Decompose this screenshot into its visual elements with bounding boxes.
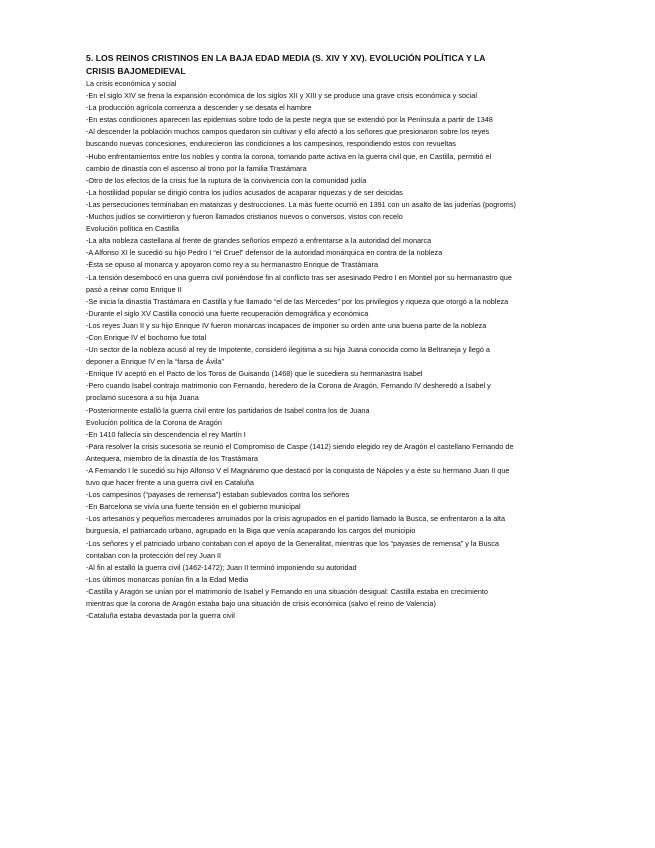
document-page	[86, 52, 516, 622]
bullet-paragraph: -Castilla y Aragón se unían por el matrimonio de Isabel y Fernando en una situación desigual: Castilla estaba en crecimiento mientras que la corona de Aragón estaba bajo una situación de crisis económica (salvo el reino de Valencia)	[86, 586, 488, 609]
bullet-paragraph: -Para resolver la crisis sucesoria se reunió el Compromiso de Caspe (1412) siendo elegido rey de Aragón el castellano Fernando de Antequera, miembro de la dinastía de los Trastámara	[86, 441, 514, 463]
bullet-paragraph: -En Barcelona se vivía una fuerte tensión en el gobierno municipal	[86, 502, 301, 512]
bullet-paragraph: -La producción agrícola comienza a descender y se desata el hambre	[86, 103, 312, 113]
document-body	[86, 78, 516, 622]
bullet-paragraph: -A Alfonso XI le sucedió su hijo Pedro I “el Cruel” defensor de la autoridad monárquica en contra de la nobleza	[86, 248, 443, 258]
bullet-paragraph: -Con Enrique IV el bochorno fue total	[86, 332, 207, 342]
bullet-paragraph: -Los señores y el patriciado urbano contaban con el apoyo de la Generalitat, mientras que los “payases de remensa” y la Busca contaban con la protección del rey Juan II	[86, 538, 499, 560]
bullet-paragraph: -Durante el siglo XV Castilla conoció una fuerte recuperación demográfica y económica	[86, 308, 369, 318]
bullet-paragraph: -Cataluña estaba devastada por la guerra civil	[86, 611, 235, 621]
bullet-paragraph: -En el siglo XIV se frena la expansión económica de los siglos XII y XIII y se produce una grave crisis económica y social	[86, 91, 477, 101]
bullet-paragraph: -La hostilidad popular se dirigió contra los judíos acusados de acaparar riquezas y de ser deicidas	[86, 187, 403, 197]
bullet-paragraph: -Muchos judíos se convirtieron y fueron llamados cristianos nuevos o conversos, vistos con recelo	[86, 212, 403, 222]
bullet-paragraph: -Las persecuciones terminaban en matanzas y destrucciones. La más fuerte ocurrió en 1391 con un asalto de las juderías (pogroms)	[86, 199, 516, 209]
bullet-paragraph: -En estas condiciones aparecen las epidemias sobre todo de la peste negra que se extendió por la Península a partir de 1348	[86, 115, 493, 125]
bullet-paragraph: -Un sector de la nobleza acusó al rey de Impotente, consideró ilegítima a su hija Juana conocida como la Beltraneja y llegó a deponer a Enrique IV en la “farsa de Ávila”	[86, 345, 490, 367]
bullet-paragraph: -Los campesinos (“payases de remensa”) estaban sublevados contra los señores	[86, 490, 350, 500]
bullet-paragraph: -A Fernando I le sucedió su hijo Alfonso V el Magnánimo que destacó por la conquista de Nápoles y a éste su hermano Juan II que tuvo que hacer frente a una guerra civil en Cataluña	[86, 466, 510, 488]
bullet-paragraph: -Enrique IV aceptó en el Pacto de los Toros de Guisando (1468) que le sucediera su hermanastra Isabel	[86, 369, 423, 379]
bullet-paragraph: -Posteriormente estalló la guerra civil entre los partidarios de Isabel contra los de Juana	[86, 405, 370, 415]
bullet-paragraph: -Se inicia la dinastía Trastámara en Castilla y fue llamado “el de las Mercedes” por los privilegios y riqueza que otorgó a la nobleza	[86, 296, 509, 306]
bullet-paragraph: -Pero cuando Isabel contrajo matrimonio con Fernando, heredero de la Corona de Aragón, Fernando IV desheredó a Isabel y proclamó sucesora a su hija Juana	[86, 381, 491, 403]
bullet-paragraph: -Los últimos monarcas ponían fin a la Edad Media	[86, 574, 249, 584]
section-heading: La crisis económica y social	[86, 79, 177, 88]
bullet-paragraph: -La alta nobleza castellana al frente de grandes señoríos empezó a enfrentarse a la autoridad del monarca	[86, 236, 432, 246]
document-title: 5. LOS REINOS CRISTINOS EN LA BAJA EDAD MEDIA (S. XIV Y XV). EVOLUCIÓN POLÍTICA Y LA CRISIS BAJOMEDIEVAL	[86, 53, 486, 76]
bullet-paragraph: -Al descender la población muchos campos quedaron sin cultivar y ello afectó a los señores que presionaron sobre los reyes buscando nuevas concesiones, endurecieron las condiciones a los campesinos, respondiendo estos con revueltas	[86, 127, 490, 149]
bullet-paragraph: -Ésta se opuso al monarca y apoyaron como rey a su hermanastro Enrique de Trastámara	[86, 260, 379, 270]
bullet-paragraph: -La tensión desembocó en una guerra civil poniéndose fin al conflicto tras ser asesinado Pedro I en Montiel por su hermanastro que pasó a reinar como Enrique II	[86, 272, 512, 294]
bullet-paragraph: -En 1410 fallecía sin descendencia el rey Martín I	[86, 429, 246, 439]
section-heading: Evolución política en Castilla	[86, 224, 179, 234]
bullet-paragraph: -Otro de los efectos de la crisis fue la ruptura de la convivencia con la comunidad judía	[86, 175, 367, 185]
bullet-paragraph: -Al fin al estalló la guerra civil (1462-1472); Juan II terminó imponiendo su autoridad	[86, 562, 357, 572]
bullet-paragraph: -Los reyes Juan II y su hijo Enrique IV fueron monarcas incapaces de imponer su orden ante una buena parte de la nobleza	[86, 320, 487, 330]
section-heading: Evolución política de la Corona de Aragón	[86, 417, 222, 427]
bullet-paragraph: -Los artesanos y pequeños mercaderes arruinados por la crisis agrupados en el partido llamado la Busca, se enfrentaron a la alta burguesía, el patriarcado urbano, agrupado en la Biga que venía acaparando los cargos del municipio	[86, 514, 506, 536]
bullet-paragraph: -Hubo enfrentamientos entre los nobles y contra la corona, tomando parte activa en la guerra civil que, en Castilla, permitió el cambio de dinastía con el ascenso al trono por la familia Trastámara	[86, 151, 492, 173]
